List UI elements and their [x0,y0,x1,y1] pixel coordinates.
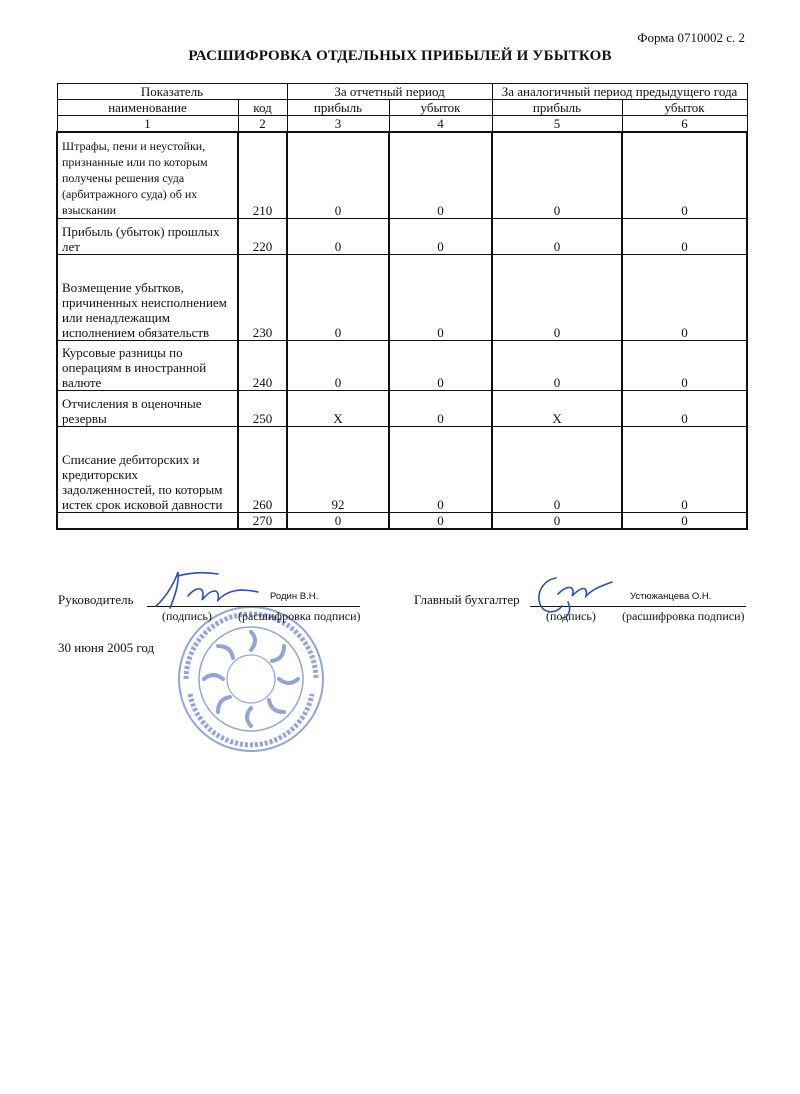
column-number: 5 [492,116,622,133]
row-code: 240 [238,340,287,390]
cell-profit-current: 0 [287,254,389,340]
head-handwritten-signature [148,566,268,614]
row-name: Списание дебиторских и кредиторских задолженностей, по которым истек срок исковой давности [57,426,238,512]
cell-profit-previous: 0 [492,254,622,340]
table-row-total [57,512,747,529]
cell-profit-previous: 0 [492,512,622,529]
cell-loss-previous: 0 [622,340,747,390]
row-name: Возмещение убытков, причиненных неисполнением или ненадлежащим исполнением обязательств [57,254,238,340]
cell-loss-previous: 0 [622,132,747,218]
cell-loss-current: 0 [389,132,492,218]
column-number-row [57,116,747,133]
cell-profit-previous: 0 [492,218,622,254]
chief-accountant-signature-caption: (подпись) [546,609,596,623]
cell-loss-previous: 0 [622,426,747,512]
header-loss-previous: убыток [622,100,747,116]
head-name: Родин В.Н. [270,591,319,602]
header-previous-period: За аналогичный период предыдущего года [492,84,747,100]
row-code: 270 [238,512,287,529]
row-name: Отчисления в оценочные резервы [57,390,238,426]
chief-accountant-name: Устюжанцева О.Н. [630,591,712,602]
cell-loss-current: 0 [389,218,492,254]
column-number: 2 [238,116,287,133]
cell-loss-current: 0 [389,512,492,529]
column-number: 4 [389,116,492,133]
row-code: 210 [238,132,287,218]
column-number: 1 [57,116,238,133]
row-name: Штрафы, пени и неустойки, признанные или по которым получены решения суда (арбитражного суда) об их взыскании [57,132,238,218]
group-header-row [57,84,747,100]
cell-loss-previous: 0 [622,254,747,340]
cell-profit-previous: Х [492,390,622,426]
cell-profit-previous: 0 [492,132,622,218]
cell-loss-previous: 0 [622,390,747,426]
row-name: Курсовые разницы по операциям в иностранной валюте [57,340,238,390]
cell-loss-current: 0 [389,254,492,340]
column-header-row [57,100,747,116]
chief-accountant-handwritten-signature [528,568,618,620]
column-number: 6 [622,116,747,133]
table-row [57,254,747,340]
chief-accountant-label: Главный бухгалтер [414,592,520,607]
cell-profit-previous: 0 [492,340,622,390]
column-number: 3 [287,116,389,133]
header-indicator: Показатель [57,84,287,100]
cell-profit-current: 0 [287,218,389,254]
document-title: РАСШИФРОВКА ОТДЕЛЬНЫХ ПРИБЫЛЕЙ И УБЫТКОВ [188,48,612,64]
header-name: наименование [57,100,238,116]
row-name [57,512,238,529]
head-decoding-caption: (расшифровка подписи) [238,609,361,623]
header-code: код [238,100,287,116]
cell-profit-current: 0 [287,340,389,390]
cell-profit-current: 0 [287,512,389,529]
table-row [57,340,747,390]
form-code: Форма 0710002 с. 2 [637,30,745,45]
header-current-period: За отчетный период [287,84,492,100]
header-profit-previous: прибыль [492,100,622,116]
document-date: 30 июня 2005 год [58,640,155,655]
header-profit-current: прибыль [287,100,389,116]
cell-loss-current: 0 [389,340,492,390]
cell-loss-current: 0 [389,426,492,512]
head-signature-caption: (подпись) [162,609,212,623]
cell-loss-previous: 0 [622,512,747,529]
chief-accountant-decoding-caption: (расшифровка подписи) [622,609,745,623]
cell-loss-previous: 0 [622,218,747,254]
row-code: 220 [238,218,287,254]
table-row [57,218,747,254]
cell-profit-previous: 0 [492,426,622,512]
row-code: 260 [238,426,287,512]
cell-loss-current: 0 [389,390,492,426]
header-loss-current: убыток [389,100,492,116]
profit-loss-table [56,83,748,530]
cell-profit-current: Х [287,390,389,426]
table-row [57,390,747,426]
cell-profit-current: 0 [287,132,389,218]
row-code: 230 [238,254,287,340]
row-name: Прибыль (убыток) прошлых лет [57,218,238,254]
row-code: 250 [238,390,287,426]
cell-profit-current: 92 [287,426,389,512]
head-label: Руководитель [58,592,134,607]
table-row [57,426,747,512]
signature-section [0,585,800,645]
table-row [57,132,747,218]
